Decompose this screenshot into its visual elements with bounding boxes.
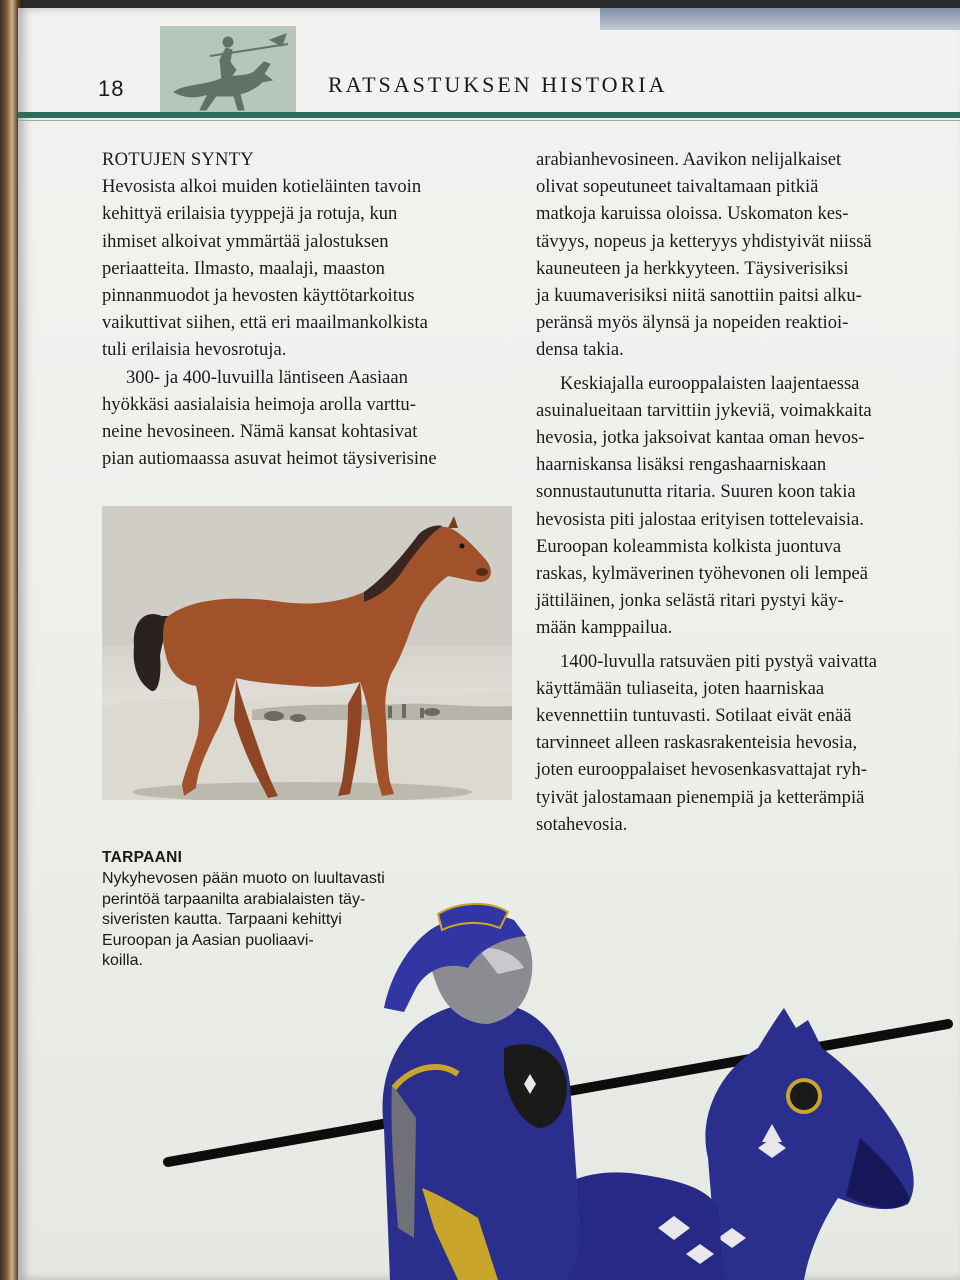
text-line: jättiläinen, jonka selästä ritari pystyi käy- — [536, 590, 844, 612]
header-rule — [18, 112, 960, 118]
figure-caption — [102, 848, 462, 971]
caption-line: perintöä tarpaanilta arabialaisten täy- — [102, 890, 366, 908]
text-line: joten eurooppalaiset hevosenkasvattajat ryh- — [536, 759, 867, 781]
text-line: 1400-luvulla ratsuväen piti pystyä vaivatta — [560, 650, 878, 672]
text-line: ja kuumaverisiksi niitä sanottiin paitsi alku- — [536, 285, 862, 307]
text-line: kevennettiin tuntuvasti. Sotilaat eivät enää — [536, 705, 852, 727]
section-heading: ROTUJEN SYNTY — [102, 149, 254, 170]
text-line: periaatteita. Ilmasto, maalaji, maaston — [102, 257, 385, 279]
text-line: tarvinneet alleen raskasrakenteisia hevosia, — [536, 732, 858, 754]
text-line: tuli erilaisia hevosrotuja. — [102, 339, 287, 361]
text-line: kehittyä erilaisia tyyppejä ja rotuja, kun — [102, 203, 398, 225]
text-line: tyivät jalostamaan pienempiä ja ketterämpiä — [536, 786, 865, 808]
paragraph — [536, 648, 936, 838]
page-number: 18 — [98, 76, 125, 101]
header-rule-thin — [18, 120, 960, 121]
text-line: sotahevosia. — [536, 813, 628, 835]
right-column — [536, 146, 936, 838]
chapter-title: RATSASTUKSEN HISTORIA — [328, 72, 668, 97]
text-line: peränsä myös älynsä ja nopeiden reaktioi- — [536, 312, 849, 334]
text-line: vaikuttivat siihen, että eri maailmankolkista — [102, 312, 428, 334]
caption-line: koilla. — [102, 952, 143, 970]
text-line: Hevosista alkoi muiden kotieläinten tavoin — [102, 176, 422, 198]
text-line: hevosista piti jalostaa erityisen tottelevaisia. — [536, 508, 864, 530]
tarpan-illustration — [102, 506, 512, 800]
text-line: ihmiset alkoivat ymmärtää jalostuksen — [102, 230, 389, 252]
text-line: 300- ja 400-luvuilla läntiseen Aasiaan — [126, 366, 408, 388]
caption-line: Nykyhevosen pään muoto on luultavasti — [102, 870, 385, 888]
caption-line: Euroopan ja Aasian puoliaavi- — [102, 931, 314, 949]
text-line: neine hevosineen. Nämä kansat kohtasivat — [102, 421, 418, 443]
text-line: käyttämään tuliaseita, joten haarniskaa — [536, 677, 825, 699]
rider-silhouette-icon — [160, 26, 296, 118]
text-line: Keskiajalla eurooppalaisten laajentaessa — [560, 372, 860, 394]
caption-line: siveristen kautta. Tarpaani kehittyi — [102, 911, 342, 929]
text-line: haarniskansa lisäksi rengashaarniskaan — [536, 454, 827, 476]
text-line: pinnanmuodot ja hevosten käyttötarkoitus — [102, 285, 415, 307]
paragraph — [102, 364, 532, 473]
text-line: tävyys, nopeus ja ketteryys yhdistyivät niissä — [536, 230, 872, 252]
book-page — [18, 8, 960, 1280]
paragraph — [536, 146, 936, 364]
caption-title: TARPAANI — [102, 849, 183, 866]
text-line: matkoja karuissa oloissa. Uskomaton kes- — [536, 203, 849, 225]
next-page-edge — [600, 8, 960, 30]
text-line: hevosia, jotka jaksoivat kantaa oman hevos- — [536, 427, 865, 449]
text-line: asuinalueitaan tarvittiin jykeviä, voimakkaita — [536, 399, 872, 421]
text-line: arabianhevosineen. Aavikon nelijalkaiset — [536, 149, 842, 170]
text-line: raskas, kylmäverinen työhevonen oli lempeä — [536, 563, 869, 585]
text-line: olivat sopeutuneet taivaltamaan pitkiä — [536, 176, 819, 198]
text-line: densa takia. — [536, 339, 624, 361]
text-line: hyökkäsi aasialaisia heimoja arolla varttu- — [102, 393, 416, 415]
text-line: pian autiomaassa asuvat heimot täysiverisine — [102, 448, 437, 470]
paragraph — [536, 370, 936, 642]
paragraph — [102, 173, 532, 363]
left-column — [102, 146, 532, 472]
text-line: kauneuteen ja herkkyyteen. Täysiverisiksi — [536, 257, 849, 279]
text-line: mään kamppailua. — [536, 617, 673, 639]
text-line: Euroopan koleammista kolkista juontuva — [536, 535, 842, 557]
text-line: sonnustautunutta ritaria. Suuren koon takia — [536, 481, 856, 503]
